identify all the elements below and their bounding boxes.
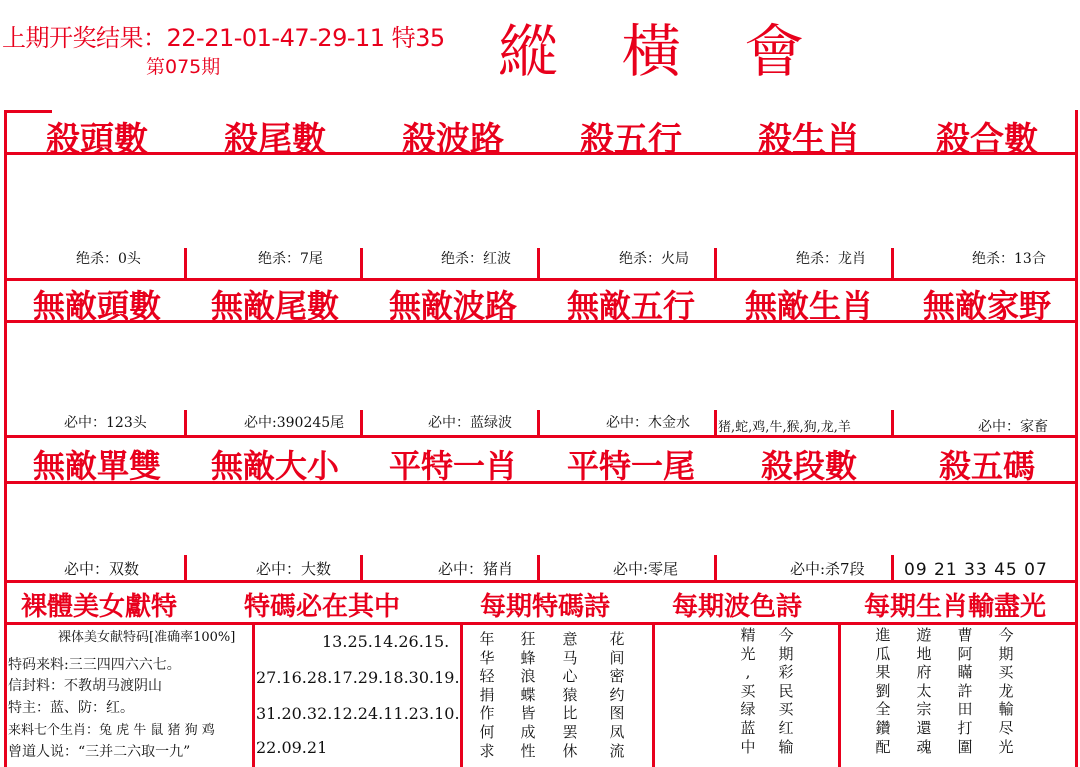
- cell-divider: [360, 248, 363, 278]
- heading-kill-zodiac: 殺生肖: [758, 120, 860, 160]
- poem-char: 全: [875, 700, 891, 719]
- poem-char: 田: [957, 700, 973, 719]
- heading-special-inside: 特碼必在其中: [243, 592, 400, 622]
- bottom-divider: [652, 622, 655, 767]
- poem-char: 何: [479, 722, 495, 741]
- result-label: 绝杀：龙肖: [796, 251, 866, 267]
- heading-win-element: 無敵五行: [566, 287, 695, 325]
- issue-number: 第075期: [146, 56, 221, 78]
- result-label: 猪,蛇,鸡,牛,猴,狗,龙,羊: [718, 420, 851, 435]
- poem-char: 罢: [562, 722, 578, 741]
- band2-bottom: [4, 435, 1078, 438]
- cell-divider: [537, 248, 540, 278]
- poem-char: 期: [998, 644, 1014, 663]
- poem-char: 果: [875, 663, 891, 682]
- cell-divider: [360, 555, 363, 580]
- poem-char: 比: [562, 704, 578, 723]
- nude-panel-line: 特主：蓝、防：红。: [8, 700, 134, 716]
- poem-char: 买: [998, 663, 1014, 682]
- special-number-line: 31.20.32.12.24.11.23.10.: [256, 704, 460, 723]
- cell-divider: [714, 248, 717, 278]
- poem-char: 瞞: [957, 663, 973, 682]
- bottom-divider: [252, 622, 255, 767]
- heading-nude-special: 裸體美女獻特: [20, 592, 177, 622]
- bottom-divider: [460, 622, 463, 767]
- result-label: 绝杀：火局: [619, 251, 689, 267]
- poem-char: 鑽: [875, 718, 891, 737]
- cell-divider: [891, 410, 894, 435]
- poem-char: 心: [562, 667, 578, 686]
- poem-char: 约: [609, 685, 625, 704]
- poem-char: 還: [916, 718, 932, 737]
- cell-divider: [184, 248, 187, 278]
- heading-win-tail: 無敵尾數: [210, 287, 339, 325]
- poem-char: 马: [562, 648, 578, 667]
- poem-char: 休: [562, 741, 578, 760]
- heading-win-home-wild: 無敵家野: [922, 287, 1051, 325]
- frame-right: [1075, 110, 1078, 767]
- poem-char: 凤: [609, 722, 625, 741]
- poem-char: 意: [562, 630, 578, 648]
- poem-char: 间: [609, 648, 625, 667]
- poem-char: 光: [740, 644, 756, 663]
- heading-kill-sum: 殺合數: [936, 120, 1038, 160]
- poem-char: 配: [875, 737, 891, 756]
- poem-char: 猿: [562, 685, 578, 704]
- poem-char: 图: [609, 704, 625, 723]
- result-label: 必中：木金水: [606, 415, 690, 431]
- cell-divider: [891, 555, 894, 580]
- band2-headings: [8, 281, 1078, 327]
- band4-headings: [6, 586, 1076, 623]
- poem-char: 皆: [520, 704, 536, 723]
- result-label: 绝杀：7尾: [258, 251, 323, 267]
- poem-char: 光: [998, 737, 1014, 756]
- heading-flat-tail: 平特一尾: [566, 447, 695, 485]
- heading-kill-head: 殺頭數: [46, 120, 148, 160]
- heading-kill-segment: 殺段數: [760, 447, 857, 485]
- heading-kill-wave: 殺波路: [402, 120, 504, 160]
- poem-char: 魂: [916, 737, 932, 756]
- poem-char: 华: [479, 648, 495, 667]
- poem-char: 阿: [957, 644, 973, 663]
- result-label: 必中：123头: [64, 415, 147, 431]
- poem-char: 民: [778, 681, 794, 700]
- poem-char: 圍: [957, 737, 973, 756]
- poem-char: 密: [609, 667, 625, 686]
- last-result-line: 上期开奖结果：22-21-01-47-29-11 特35: [2, 24, 445, 52]
- heading-kill-tail: 殺尾數: [224, 120, 326, 160]
- cell-divider: [360, 410, 363, 435]
- poem-char: 年: [479, 630, 495, 648]
- heading-win-wave: 無敵波路: [388, 287, 517, 325]
- poem-char: 买: [778, 700, 794, 719]
- brand-logo: 縱 橫 會: [498, 18, 827, 85]
- heading-kill-element: 殺五行: [580, 120, 682, 160]
- heading-zodiac-poem: 每期生肖輸盡光: [863, 592, 1046, 622]
- color-poem-grid: [730, 626, 806, 756]
- result-label: 绝杀：红波: [441, 251, 511, 267]
- poem-char: 红: [778, 718, 794, 737]
- poem-char: 中: [740, 737, 756, 756]
- poem-char: 今: [998, 626, 1014, 644]
- nude-panel-line: 信封料：不教胡马渡阴山: [8, 678, 162, 694]
- poem-char: 浪: [520, 667, 536, 686]
- result-label: 绝杀：0头: [76, 251, 141, 267]
- heading-flat-zodiac: 平特一肖: [388, 447, 517, 485]
- poem-char: 蝶: [520, 685, 536, 704]
- cell-divider: [184, 410, 187, 435]
- poem-char: 输: [778, 737, 794, 756]
- poem-char: 轻: [479, 667, 495, 686]
- cell-divider: [184, 555, 187, 580]
- poem-char: 蓝: [740, 718, 756, 737]
- band3-bottom: [4, 580, 1078, 583]
- cell-divider: [891, 248, 894, 278]
- poem-char: 蜂: [520, 648, 536, 667]
- poem-char: 绿: [740, 700, 756, 719]
- heading-kill-five: 殺五碼: [938, 447, 1035, 485]
- special-number-line: 27.16.28.17.29.18.30.19.: [256, 668, 460, 687]
- special-poem-grid: [466, 630, 642, 760]
- poem-char: 地: [916, 644, 932, 663]
- poem-char: 作: [479, 704, 495, 723]
- poem-char: 狂: [520, 630, 536, 648]
- cell-divider: [714, 555, 717, 580]
- poem-char: 許: [957, 681, 973, 700]
- result-label: 必中:390245尾: [244, 415, 345, 431]
- poem-char: 龙: [998, 681, 1014, 700]
- poem-char: 流: [609, 741, 625, 760]
- kill-five-numbers: 09 21 33 45 07: [904, 560, 1048, 580]
- result-label: 绝杀：13合: [972, 251, 1046, 267]
- poem-char: 精: [740, 626, 756, 644]
- poem-char: 府: [916, 663, 932, 682]
- heading-win-odd-even: 無敵單雙: [32, 447, 161, 485]
- bottom-divider: [838, 622, 841, 767]
- poem-char: ,: [745, 663, 751, 682]
- band3-headings: [8, 441, 1078, 487]
- poem-char: 求: [479, 741, 495, 760]
- poem-char: 打: [957, 718, 973, 737]
- cell-divider: [537, 410, 540, 435]
- zodiac-poem-grid: [862, 626, 1026, 756]
- poem-char: 期: [778, 644, 794, 663]
- poem-char: 性: [520, 741, 536, 760]
- result-label: 必中：双数: [64, 560, 140, 578]
- special-number-line: 13.25.14.26.15.: [322, 632, 450, 651]
- heading-win-zodiac: 無敵生肖: [744, 287, 873, 325]
- special-number-line: 22.09.21: [256, 738, 328, 757]
- poem-char: 劉: [875, 681, 891, 700]
- nude-panel-line: 特码来料:三三四四六六七。: [8, 657, 181, 673]
- poem-char: 花: [609, 630, 625, 648]
- frame-left: [4, 110, 7, 767]
- heading-color-poem: 每期波色詩: [671, 592, 802, 622]
- poem-char: 尽: [998, 718, 1014, 737]
- poem-char: 輸: [998, 700, 1014, 719]
- poem-char: 宗: [916, 700, 932, 719]
- cell-divider: [714, 410, 717, 435]
- result-label: 必中：大数: [256, 560, 332, 578]
- poem-char: 瓜: [875, 644, 891, 663]
- poem-char: 遊: [916, 626, 932, 644]
- poem-char: 买: [740, 681, 756, 700]
- poem-char: 彩: [778, 663, 794, 682]
- result-label: 必中:杀7段: [790, 560, 865, 578]
- poem-char: 捐: [479, 685, 495, 704]
- result-label: 必中：猪肖: [438, 560, 514, 578]
- heading-win-head: 無敵頭數: [32, 287, 161, 325]
- poem-char: 成: [520, 722, 536, 741]
- cell-divider: [537, 555, 540, 580]
- result-label: 必中:零尾: [613, 560, 679, 578]
- band1-headings: [8, 112, 1078, 161]
- poem-char: 今: [778, 626, 794, 644]
- result-label: 必中：蓝绿波: [428, 415, 512, 431]
- poem-char: 太: [916, 681, 932, 700]
- heading-special-poem: 每期特碼詩: [479, 592, 610, 622]
- nude-panel-title: 裸体美女献特码[准确率100%]: [58, 630, 236, 645]
- nude-panel-line: 来料七个生肖：兔 虎 牛 鼠 猪 狗 鸡: [8, 723, 215, 738]
- result-label: 必中：家畜: [978, 419, 1048, 435]
- heading-win-big-small: 無敵大小: [210, 447, 339, 485]
- poem-char: 進: [875, 626, 891, 644]
- nude-panel-line: 曾道人说：“三并二六取一九”: [8, 744, 191, 760]
- poem-char: 曹: [957, 626, 973, 644]
